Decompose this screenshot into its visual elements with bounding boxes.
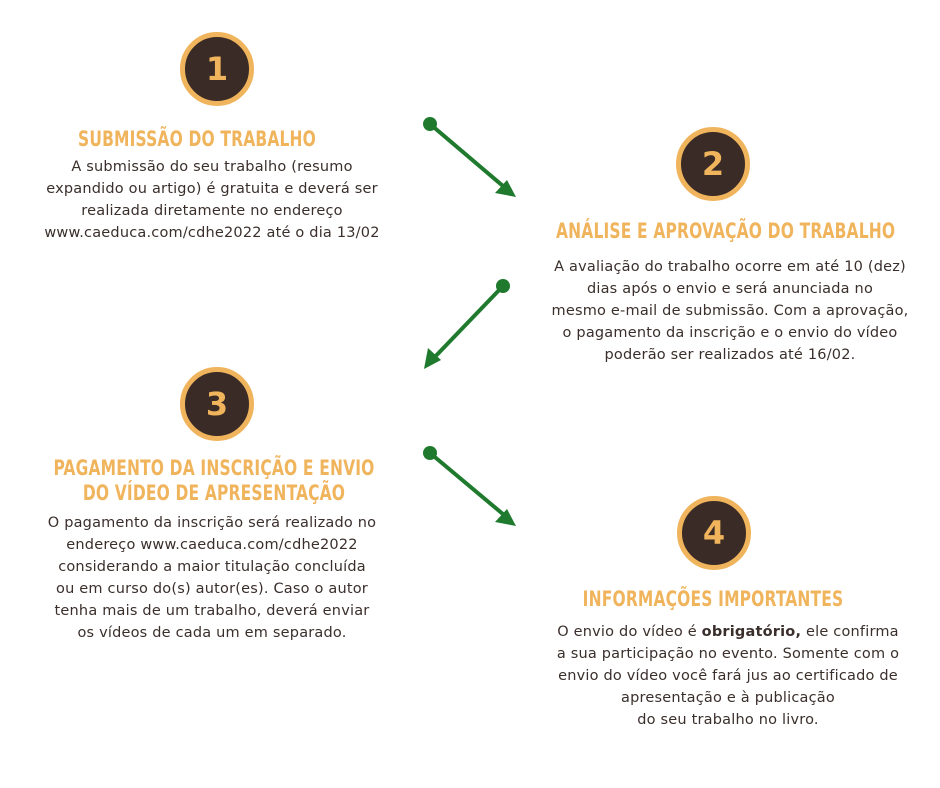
step-2-line: A avaliação do trabalho ocorre em até 10 (dez) bbox=[554, 259, 906, 275]
arrow-step1-to-step2 bbox=[423, 117, 516, 197]
step-2-line: dias após o envio e será anunciada no bbox=[586, 281, 874, 297]
step-4-number: 4 bbox=[702, 514, 726, 552]
step-1-line: realizada diretamente no endereço bbox=[81, 203, 343, 219]
step-4-number-badge bbox=[677, 496, 751, 570]
step-3-line: tenha mais de um trabalho, deverá enviar bbox=[54, 603, 370, 619]
step-3-title-line: PAGAMENTO DA INSCRIÇÃO E ENVIO bbox=[53, 456, 375, 480]
step-4-line: do seu trabalho no livro. bbox=[637, 712, 819, 728]
step-1-line: A submissão do seu trabalho (resumo bbox=[71, 159, 353, 175]
step-3-description bbox=[12, 512, 412, 644]
step-2-title: ANÁLISE E APROVAÇÃO DO TRABALHO bbox=[556, 219, 896, 243]
step-3-line: ou em curso do(s) autor(es). Caso o autor bbox=[56, 581, 368, 597]
step-4-title: INFORMAÇÕES IMPORTANTES bbox=[582, 587, 844, 611]
step-3-title-line: DO VÍDEO DE APRESENTAÇÃO bbox=[82, 481, 346, 505]
step-2-line: poderão ser realizados até 16/02. bbox=[604, 347, 856, 363]
step-3-number-badge bbox=[180, 367, 254, 441]
step-4-line-first-pre: O envio do vídeo é bbox=[557, 624, 702, 640]
step-2-number-badge bbox=[676, 127, 750, 201]
step-4-line-first-post: ele confirma bbox=[801, 624, 899, 640]
step-3-line: endereço www.caeduca.com/cdhe2022 bbox=[66, 537, 358, 553]
step-4-line: apresentação e à publicação bbox=[621, 690, 835, 706]
step-4-line-first bbox=[528, 621, 928, 643]
step-4-line: envio do vídeo você fará jus ao certificado de bbox=[558, 668, 898, 684]
step-3-number: 3 bbox=[205, 385, 229, 423]
step-1-line: expandido ou artigo) é gratuita e deverá ser bbox=[46, 181, 378, 197]
step-4-line: a sua participação no evento. Somente com o bbox=[556, 646, 900, 662]
step-3-line: os vídeos de cada um em separado. bbox=[77, 625, 347, 641]
step-2-number: 2 bbox=[701, 145, 725, 183]
step-2-line: o pagamento da inscrição e o envio do vídeo bbox=[562, 325, 898, 341]
step-4-mandatory-emphasis: obrigatório, bbox=[701, 624, 802, 640]
step-3-line: O pagamento da inscrição será realizado no bbox=[47, 515, 377, 531]
step-2-description bbox=[525, 256, 935, 366]
step-1-line: www.caeduca.com/cdhe2022 até o dia 13/02 bbox=[44, 225, 380, 241]
step-2-line: mesmo e-mail de submissão. Com a aprovação, bbox=[551, 303, 909, 319]
step-3-line: considerando a maior titulação concluída bbox=[58, 559, 366, 575]
step-4-description bbox=[528, 621, 928, 731]
arrow-step2-to-step3 bbox=[424, 279, 510, 369]
step-1-title: SUBMISSÃO DO TRABALHO bbox=[78, 127, 316, 151]
step-3-title bbox=[50, 456, 378, 506]
step-1-number: 1 bbox=[205, 50, 229, 88]
arrow-step3-to-step4 bbox=[423, 446, 516, 526]
step-1-number-badge bbox=[180, 32, 254, 106]
step-1-description bbox=[12, 156, 412, 244]
